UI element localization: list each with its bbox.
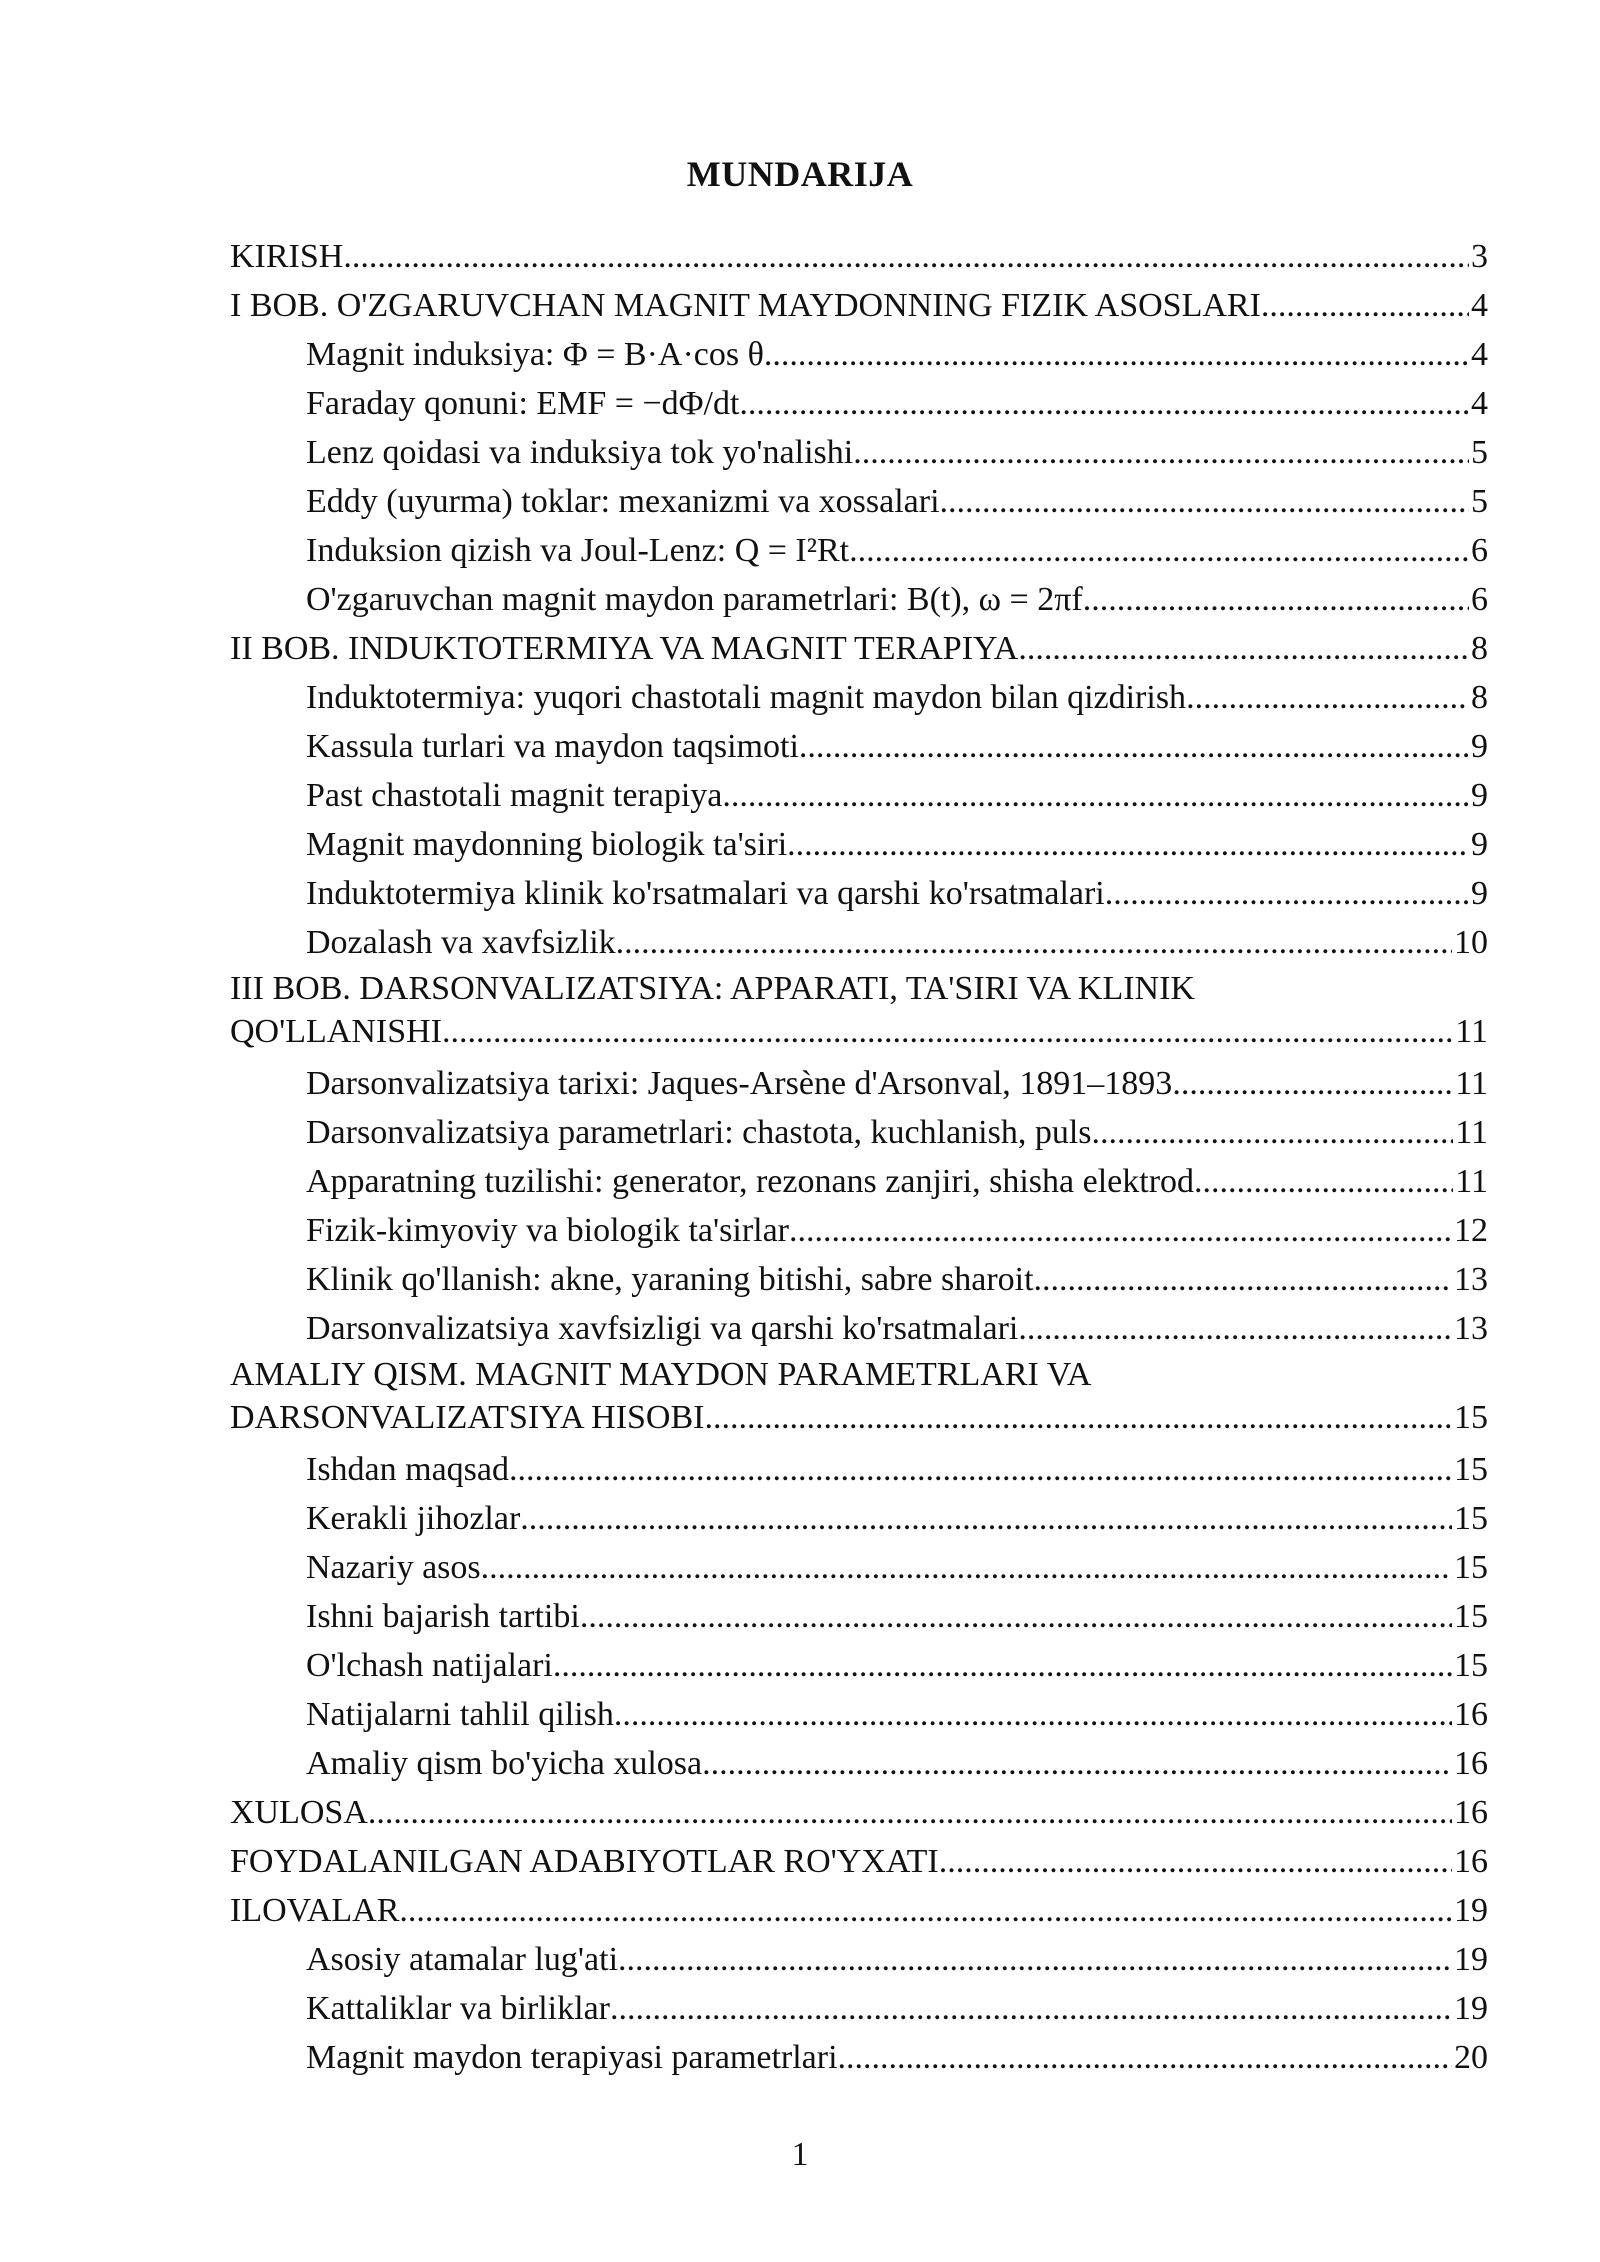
toc-section-entry[interactable] [230,1157,1488,1206]
toc-section-entry[interactable] [230,428,1488,477]
table-of-contents [230,232,1488,2082]
dot-leader [399,1886,1452,1935]
toc-entry-label: Darsonvalizatsiya parametrlari: chastota, kuchlanish, puls [306,1114,1092,1151]
toc-entry-page: 11 [1455,1163,1488,1200]
toc-entry-label: Asosiy atamalar lug'ati [306,1941,619,1978]
dot-leader [1194,1157,1453,1206]
toc-section-entry[interactable] [230,673,1488,722]
dot-leader [520,1494,1452,1543]
dot-leader [1018,1304,1452,1353]
toc-entry-page: 19 [1454,1990,1488,2027]
toc-entry-label: O'lchash natijalari [306,1647,553,1684]
dot-leader [580,1592,1452,1641]
toc-chapter-entry[interactable] [230,967,1488,1059]
toc-entry-label: FOYDALANILGAN ADABIYOTLAR RO'YXATI [230,1843,939,1880]
toc-section-entry[interactable] [230,1445,1488,1494]
dot-leader [553,1641,1452,1690]
toc-entry-page: 20 [1454,2039,1488,2076]
toc-entry-page: 5 [1471,483,1488,520]
toc-entry-label: Fizik-kimyoviy va biologik ta'sirlar [306,1212,790,1249]
toc-entry-page: 8 [1471,630,1488,667]
toc-entry-label: Magnit maydonning biologik ta'siri [306,826,788,863]
toc-entry-label: Faraday qonuni: EMF = −dΦ/dt [306,385,740,422]
toc-entry-label: Dozalash va xavfsizlik [306,924,616,961]
dot-leader [1261,281,1469,330]
toc-entry-label: Klinik qo'llanish: akne, yaraning bitishi, sabre sharoit [306,1261,1034,1298]
toc-entry-page: 9 [1471,875,1488,912]
toc-entry-page: 16 [1454,1696,1488,1733]
dot-leader [722,771,1469,820]
toc-entry-page: 16 [1454,1843,1488,1880]
dot-leader [849,526,1469,575]
toc-entry-label: KIRISH [230,238,344,275]
toc-entry-label: Amaliy qism bo'yicha xulosa [306,1745,703,1782]
toc-entry-label-line1: III BOB. DARSONVALIZATSIYA: APPARATI, TA'SIRI VA KLINIK [230,970,1195,1007]
toc-entry-page: 4 [1471,385,1488,422]
toc-entry-label: Eddy (uyurma) toklar: mexanizmi va xossalari [306,483,940,520]
toc-section-entry[interactable] [230,330,1488,379]
toc-section-entry[interactable] [230,1255,1488,1304]
toc-chapter-entry[interactable] [230,1886,1488,1935]
toc-entry-label: Induktotermiya: yuqori chastotali magnit maydon bilan qizdirish [306,679,1187,716]
toc-entry-label: Apparatning tuzilishi: generator, rezonans zanjiri, shisha elektrod [306,1163,1195,1200]
toc-entry-page: 6 [1471,532,1488,569]
dot-leader [1172,1059,1453,1108]
dot-leader [1018,624,1469,673]
toc-entry-label: Kassula turlari va maydon taqsimoti [306,728,799,765]
toc-section-entry[interactable] [230,1935,1488,1984]
toc-chapter-entry[interactable] [230,232,1488,281]
toc-entry-page: 13 [1454,1261,1488,1298]
toc-entry-page: 9 [1471,777,1488,814]
dot-leader [481,1543,1452,1592]
toc-entry-page: 15 [1454,1647,1488,1684]
dot-leader [799,722,1469,771]
toc-entry-page: 9 [1471,728,1488,765]
toc-entry-page: 3 [1471,238,1488,275]
toc-section-entry[interactable] [230,1641,1488,1690]
toc-section-entry[interactable] [230,1494,1488,1543]
toc-section-entry[interactable] [230,869,1488,918]
toc-section-entry[interactable] [230,575,1488,624]
toc-entry-page: 4 [1471,336,1488,373]
dot-leader [853,428,1469,477]
toc-entry-page: 16 [1454,1745,1488,1782]
toc-section-entry[interactable] [230,918,1488,967]
toc-chapter-entry[interactable] [230,281,1488,330]
dot-leader [939,1837,1452,1886]
dot-leader [787,820,1469,869]
toc-entry-label: Kerakli jihozlar [306,1500,521,1537]
dot-leader [442,1010,1453,1053]
toc-section-entry[interactable] [230,1592,1488,1641]
toc-entry-page: 15 [1454,1549,1488,1586]
dot-leader [509,1445,1452,1494]
dot-leader [1105,869,1469,918]
toc-entry-label: Natijalarni tahlil qilish [306,1696,614,1733]
toc-entry-page: 15 [1454,1399,1488,1436]
toc-section-entry[interactable] [230,526,1488,575]
dot-leader [702,1739,1452,1788]
toc-entry-label: Magnit induksiya: Φ = B·A·cos θ [306,336,764,373]
toc-entry-page: 11 [1455,1013,1488,1050]
toc-entry-label: Induktotermiya klinik ko'rsatmalari va qarshi ko'rsatmalari [306,875,1105,912]
toc-entry-label: Past chastotali magnit terapiya [306,777,723,814]
dot-leader [764,330,1469,379]
toc-entry-label: Kattaliklar va birliklar [306,1990,610,2027]
toc-section-entry[interactable] [230,1059,1488,1108]
page-title: MUNDARIJA [686,154,914,194]
toc-entry-page: 8 [1471,679,1488,716]
toc-section-entry[interactable] [230,1108,1488,1157]
toc-section-entry[interactable] [230,379,1488,428]
toc-chapter-entry[interactable] [230,1788,1488,1837]
toc-entry-label: O'zgaruvchan magnit maydon parametrlari: B(t), ω = 2πf [306,581,1083,618]
toc-entry-label: II BOB. INDUKTOTERMIYA VA MAGNIT TERAPIYA [230,630,1019,667]
toc-entry-page: 16 [1454,1794,1488,1831]
dot-leader [940,477,1469,526]
toc-entry-label: Nazariy asos [306,1549,481,1586]
toc-entry-label-line2: DARSONVALIZATSIYA HISOBI [230,1399,705,1436]
toc-entry-page: 19 [1454,1892,1488,1929]
toc-section-entry[interactable] [230,1984,1488,2033]
toc-section-entry[interactable] [230,1543,1488,1592]
dot-leader [614,1690,1452,1739]
toc-entry-line2 [230,1010,1488,1053]
toc-entry-label: I BOB. O'ZGARUVCHAN MAGNIT MAYDONNING FIZIK ASOSLARI [230,287,1261,324]
toc-section-entry[interactable] [230,771,1488,820]
dot-leader [1186,673,1469,722]
toc-entry-label: Lenz qoidasi va induksiya tok yo'nalishi [306,434,854,471]
toc-entry-page: 11 [1455,1114,1488,1151]
dot-leader [610,1984,1452,2033]
dot-leader [368,1788,1452,1837]
dot-leader [616,918,1452,967]
dot-leader [704,1396,1452,1439]
toc-entry-label: Induksion qizish va Joul-Lenz: Q = I²Rt [306,532,850,569]
toc-section-entry[interactable] [230,1739,1488,1788]
toc-entry-page: 11 [1455,1065,1488,1102]
toc-entry-label: XULOSA [230,1794,368,1831]
dot-leader [1092,1108,1454,1157]
toc-entry-line2 [230,1396,1488,1439]
dot-leader [343,232,1469,281]
toc-entry-page: 15 [1454,1451,1488,1488]
toc-section-entry[interactable] [230,820,1488,869]
toc-section-entry[interactable] [230,2033,1488,2082]
toc-entry-page: 13 [1454,1310,1488,1347]
toc-entry-page: 12 [1454,1212,1488,1249]
toc-section-entry[interactable] [230,722,1488,771]
toc-entry-label-line1: AMALIY QISM. MAGNIT MAYDON PARAMETRLARI VA [230,1356,1092,1393]
toc-entry-label: Darsonvalizatsiya xavfsizligi va qarshi ko'rsatmalari [306,1310,1019,1347]
toc-entry-page: 9 [1471,826,1488,863]
toc-section-entry[interactable] [230,1690,1488,1739]
toc-entry-page: 6 [1471,581,1488,618]
page-number: 1 [791,2136,809,2173]
toc-entry-label: Darsonvalizatsiya tarixi: Jaques-Arsène d'Arsonval, 1891–1893 [306,1065,1173,1102]
toc-chapter-entry[interactable] [230,1837,1488,1886]
toc-entry-label: Ishni bajarish tartibi [306,1598,580,1635]
toc-chapter-entry[interactable] [230,624,1488,673]
toc-section-entry[interactable] [230,1206,1488,1255]
dot-leader [1034,1255,1452,1304]
toc-entry-page: 15 [1454,1500,1488,1537]
toc-section-entry[interactable] [230,477,1488,526]
toc-entry-label-line2: QO'LLANISHI [230,1013,442,1050]
toc-entry-label: Magnit maydon terapiyasi parametrlari [306,2039,838,2076]
toc-section-entry[interactable] [230,1304,1488,1353]
toc-entry-label: ILOVALAR [230,1892,400,1929]
toc-entry-page: 19 [1454,1941,1488,1978]
toc-entry-page: 5 [1471,434,1488,471]
toc-chapter-entry[interactable] [230,1353,1488,1445]
toc-entry-page: 4 [1471,287,1488,324]
dot-leader [739,379,1469,428]
toc-entry-label: Ishdan maqsad [306,1451,510,1488]
dot-leader [618,1935,1452,1984]
toc-entry-page: 10 [1454,924,1488,961]
dot-leader [838,2033,1452,2082]
toc-entry-page: 15 [1454,1598,1488,1635]
dot-leader [1083,575,1469,624]
dot-leader [789,1206,1452,1255]
